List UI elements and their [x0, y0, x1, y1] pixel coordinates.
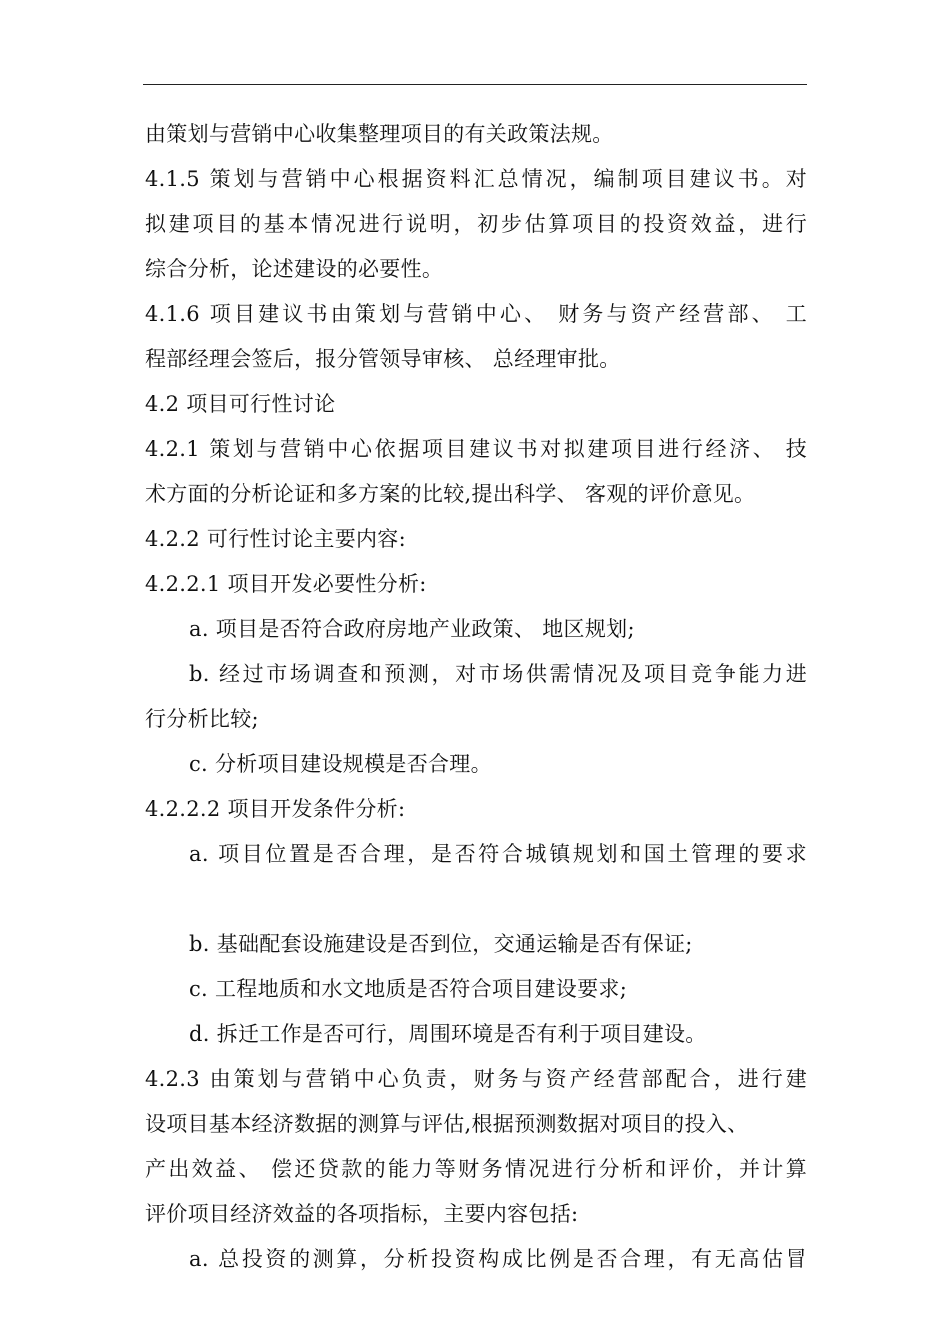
clause-4-2-1-line-1: 4.2.1 策划与营销中心依据项目建议书对拟建项目进行经济、 技 — [145, 437, 807, 461]
clause-4-2-3-line-3: 产出效益、 偿还贷款的能力等财务情况进行分析和评价，并计算 — [145, 1157, 807, 1181]
clause-4-1-6-line-2: 程部经理会签后，报分管领导审核、 总经理审批。 — [145, 347, 621, 371]
list-item-b-line-2: 行分析比较; — [145, 707, 259, 731]
list-item-a: a. 项目是否符合政府房地产业政策、 地区规划; — [189, 617, 635, 641]
list-item-c: c. 分析项目建设规模是否合理。 — [189, 752, 492, 776]
clause-4-2-2-heading: 4.2.2 可行性讨论主要内容: — [145, 527, 406, 551]
blank-line — [145, 877, 807, 922]
clause-4-2-3-line-2: 设项目基本经济数据的测算与评估,根据预测数据对项目的投入、 — [145, 1112, 749, 1136]
clause-4-1-5-line-3: 综合分析，论述建设的必要性。 — [145, 257, 444, 281]
section-4-2-heading: 4.2 项目可行性讨论 — [145, 392, 336, 416]
list-item-c-geology: c. 工程地质和水文地质是否符合项目建设要求; — [189, 977, 628, 1001]
document-body — [145, 112, 807, 1282]
clause-4-2-2-1-heading: 4.2.2.1 项目开发必要性分析: — [145, 572, 427, 596]
list-item-a-investment: a. 总投资的测算，分析投资构成比例是否合理，有无高估冒 — [189, 1247, 807, 1271]
list-item-d-relocation: d. 拆迁工作是否可行，周围环境是否有利于项目建设。 — [189, 1022, 707, 1046]
clause-4-2-3-line-1: 4.2.3 由策划与营销中心负责，财务与资产经营部配合，进行建 — [145, 1067, 807, 1091]
list-item-a-location: a. 项目位置是否合理，是否符合城镇规划和国土管理的要求 — [189, 842, 807, 866]
clause-4-1-6-line-1: 4.1.6 项目建议书由策划与营销中心、 财务与资产经营部、 工 — [145, 302, 807, 326]
clause-4-2-2-2-heading: 4.2.2.2 项目开发条件分析: — [145, 797, 406, 821]
clause-4-2-3-line-4: 评价项目经济效益的各项指标，主要内容包括: — [145, 1202, 579, 1226]
clause-4-2-1-line-2: 术方面的分析论证和多方案的比较,提出科学、 客观的评价意见。 — [145, 482, 756, 506]
text-line: 由策划与营销中心收集整理项目的有关政策法规。 — [145, 122, 614, 146]
header-rule — [143, 84, 807, 85]
list-item-b-line-1: b. 经过市场调查和预测，对市场供需情况及项目竞争能力进 — [189, 662, 807, 686]
clause-4-1-5-line-1: 4.1.5 策划与营销中心根据资料汇总情况，编制项目建议书。对 — [145, 167, 807, 191]
list-item-b-infrastructure: b. 基础配套设施建设是否到位，交通运输是否有保证; — [189, 932, 693, 956]
clause-4-1-5-line-2: 拟建项目的基本情况进行说明，初步估算项目的投资效益，进行 — [145, 212, 807, 236]
